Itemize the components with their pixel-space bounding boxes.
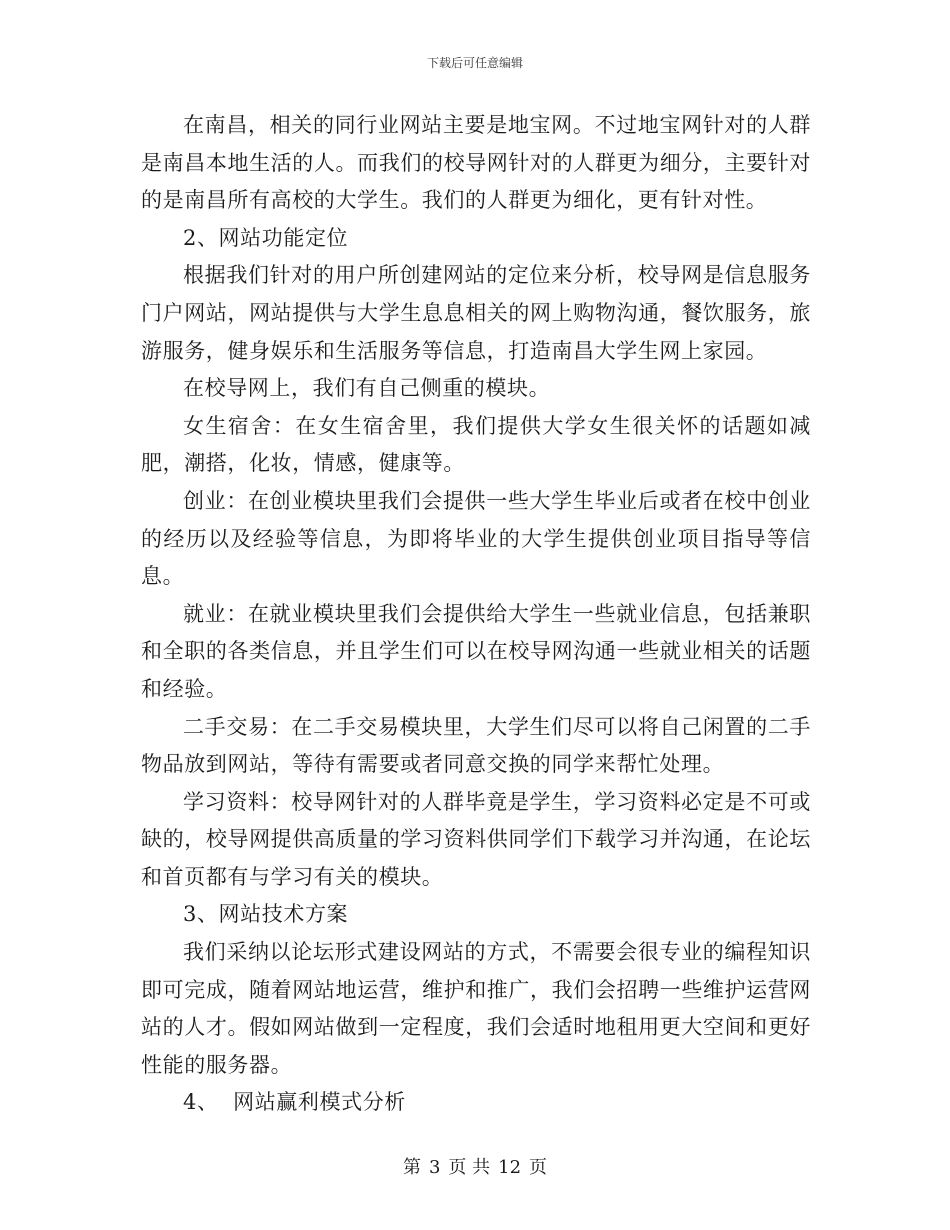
- footer-prefix: 第: [402, 1157, 421, 1178]
- footer-total-pages: 12: [498, 1157, 522, 1178]
- page-footer: [0, 1153, 950, 1179]
- paragraph-module-startup: 创业：在创业模块里我们会提供一些大学生毕业后或者在校中创业的经历以及经验等信息，为即将毕业的大学生提供创业项目指导等信息。: [141, 488, 811, 589]
- heading-tech-plan: 3、网站技术方案: [183, 902, 349, 927]
- footer-suffix: 页: [529, 1157, 548, 1178]
- paragraph-module-study: 学习资料：校导网针对的人群毕竟是学生，学习资料必定是不可或缺的，校导网提供高质量的学习资料供同学们下载学习并沟通，在论坛和首页都有与学习有关的模块。: [141, 789, 811, 889]
- page-header: 下载后可任意编辑: [426, 56, 523, 70]
- heading-profit-model: 4、 网站赢利模式分析: [183, 1090, 406, 1115]
- footer-middle: 页 共: [448, 1157, 491, 1178]
- paragraph-module-employment: 就业：在就业模块里我们会提供给大学生一些就业信息，包括兼职和全职的各类信息，并且学生们可以在校导网沟通一些就业相关的话题和经验。: [141, 601, 811, 701]
- paragraph-module-dorm: 女生宿舍：在女生宿舍里，我们提供大学女生很关怀的话题如减肥，潮搭，化妆，情感，健康等。: [141, 413, 811, 476]
- paragraph-module-secondhand: 二手交易：在二手交易模块里，大学生们尽可以将自己闲置的二手物品放到网站，等待有需要或者同意交换的同学来帮忙处理。: [141, 714, 811, 777]
- paragraph-modules-intro: 在校导网上，我们有自己侧重的模块。: [183, 376, 551, 401]
- heading-function-positioning: 2、网站功能定位: [183, 225, 349, 250]
- paragraph-competitors: 在南昌，相关的同行业网站主要是地宝网。不过地宝网针对的人群是南昌本地生活的人。而我们的校导网针对的人群更为细分，主要针对的是南昌所有高校的大学生。我们的人群更为细化，更有针对性。: [141, 113, 811, 213]
- paragraph-positioning: 根据我们针对的用户所创建网站的定位来分析，校导网是信息服务门户网站，网站提供与大学生息息相关的网上购物沟通，餐饮服务，旅游服务，健身娱乐和生活服务等信息，打造南昌大学生网上家园。: [141, 263, 811, 363]
- document-body: [141, 107, 811, 1122]
- paragraph-tech-plan: 我们采纳以论坛形式建设网站的方式，不需要会很专业的编程知识即可完成，随着网站地运营，维护和推广，我们会招聘一些维护运营网站的人才。假如网站做到一定程度，我们会适时地租用更大空间和更好性能的服务器。: [141, 940, 811, 1077]
- footer-page-number: 3: [428, 1157, 441, 1178]
